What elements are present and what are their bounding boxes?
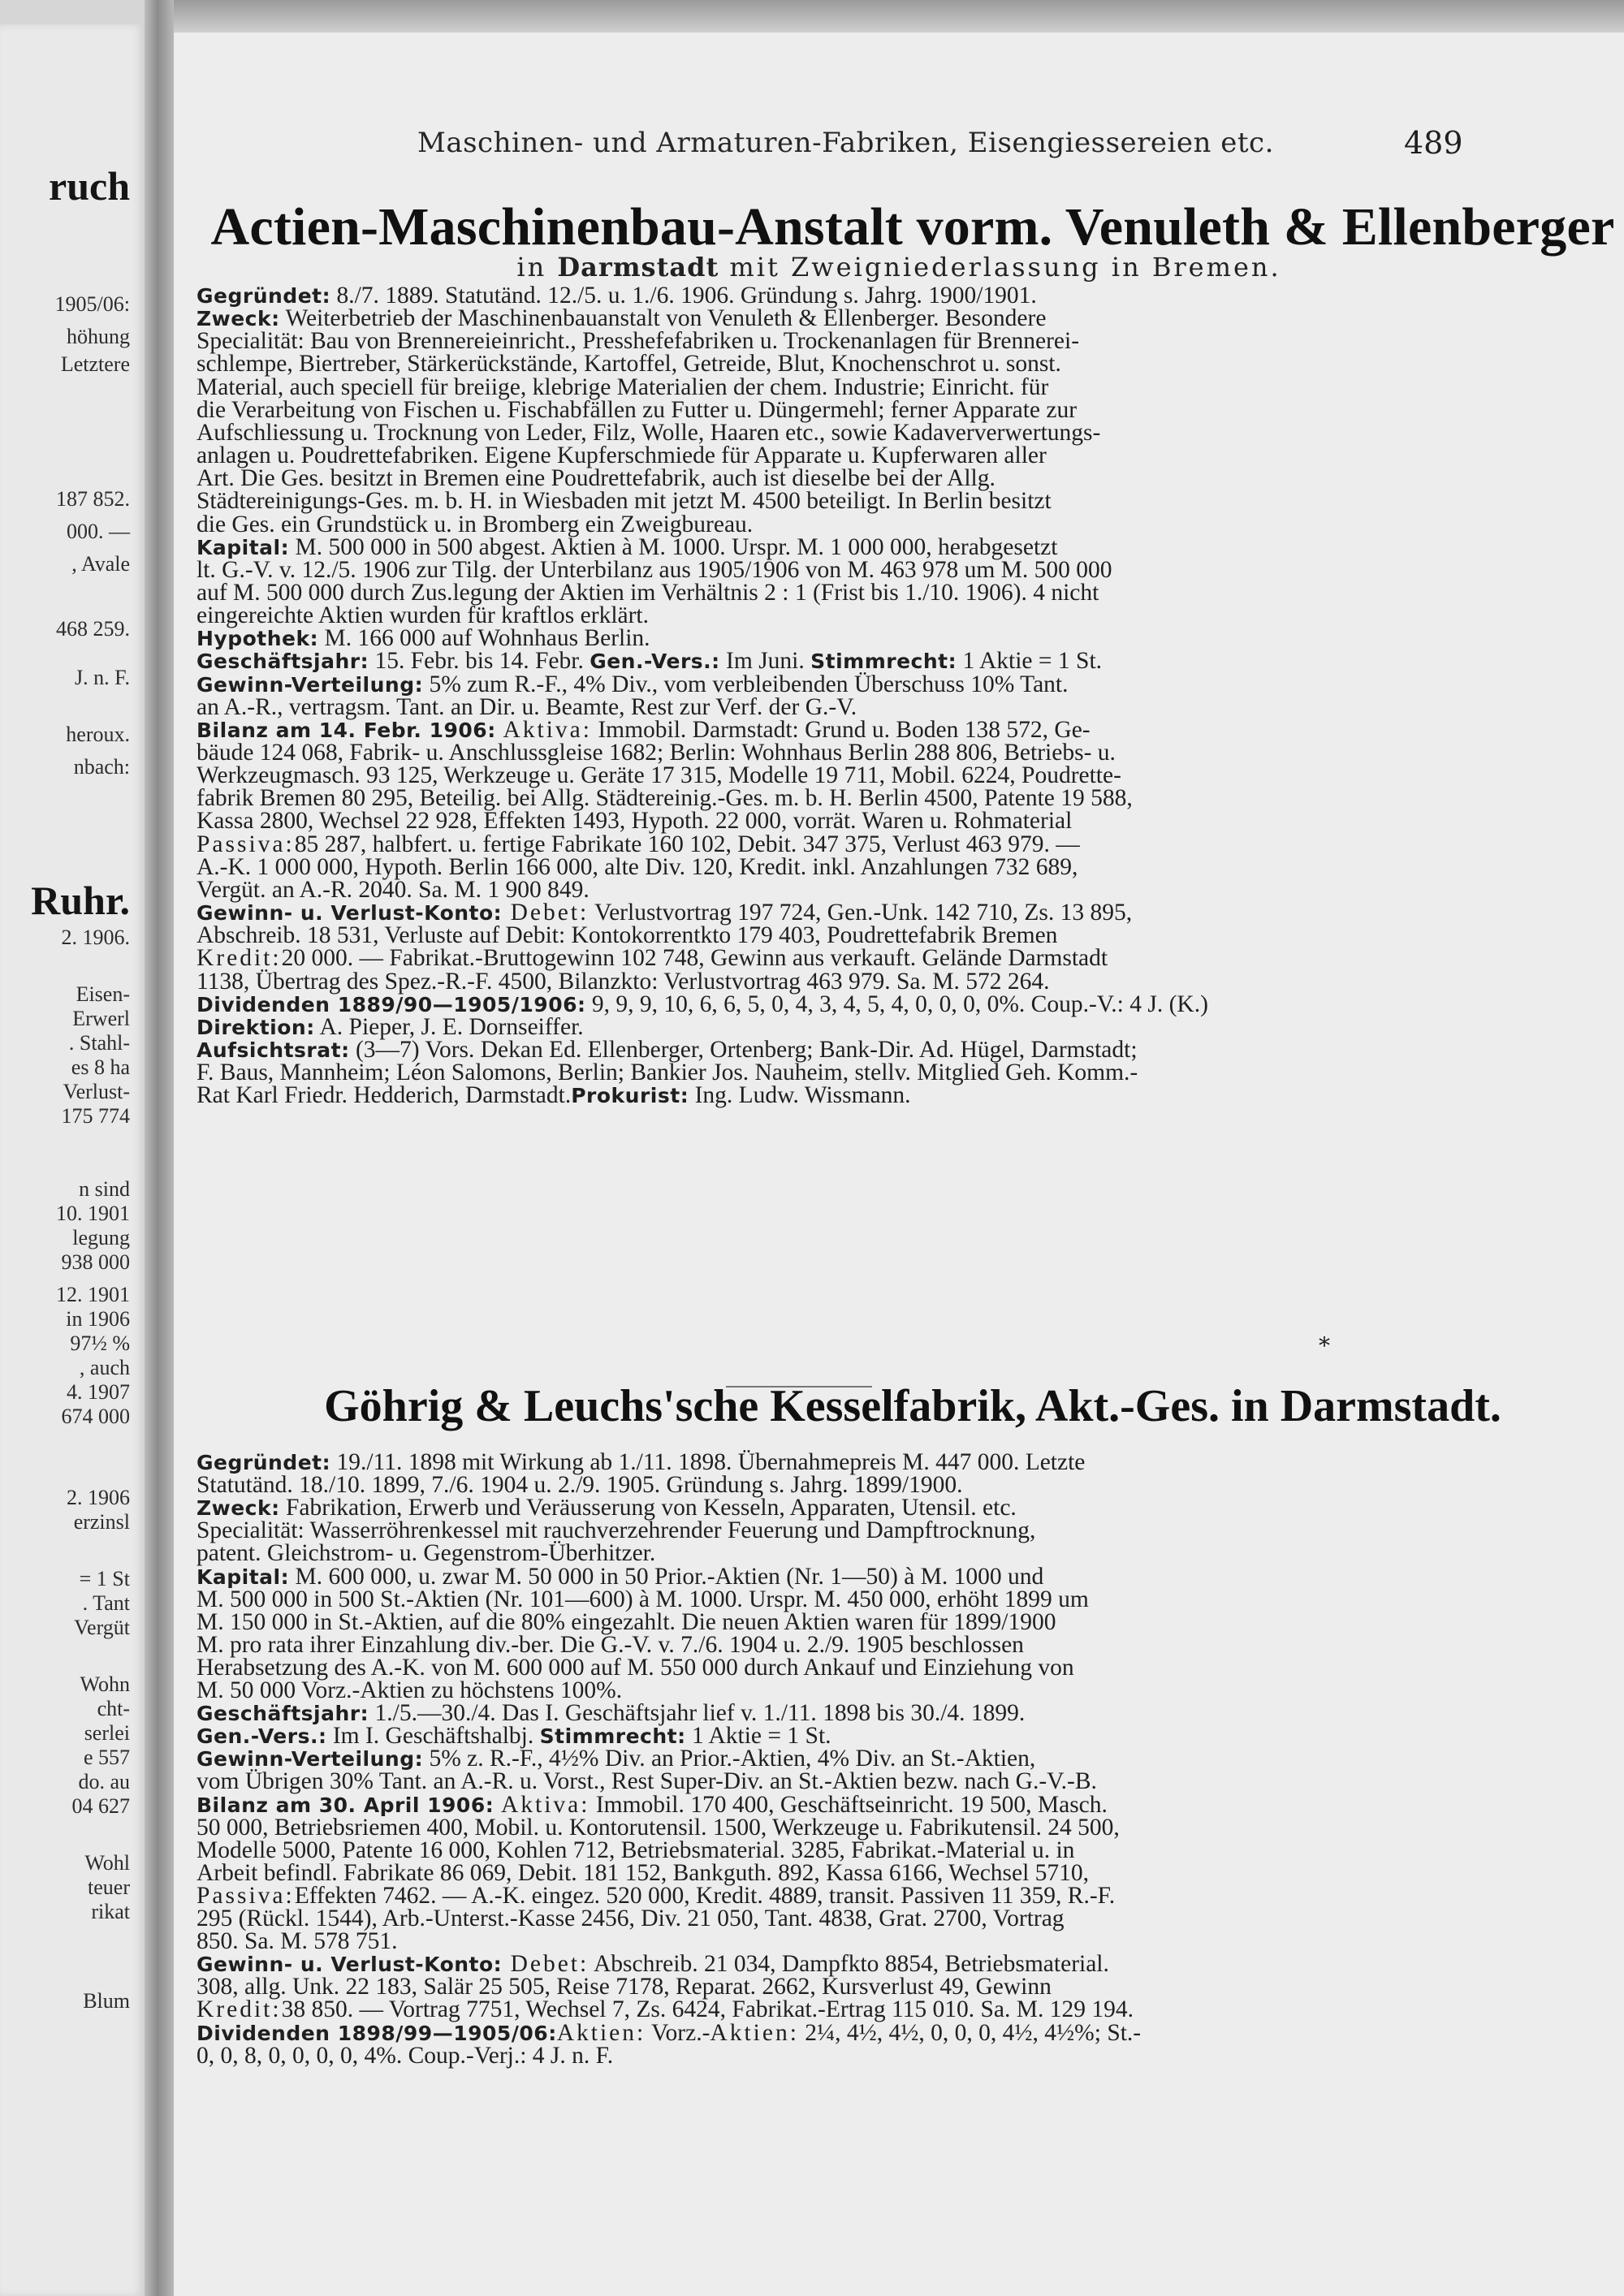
field-text: Im I. Geschäftshalbj. (326, 1723, 540, 1750)
previous-page-fragment: Erwerl (72, 1007, 130, 1030)
field-text: Debet: (502, 900, 590, 926)
field-text: 1 Aktie = 1 St. (957, 648, 1103, 675)
field-text: Specialität: Wasserröhrenkessel mit rauchverzehrender Feuerung und Dampftrocknung, (197, 1517, 1036, 1544)
field-text: 1 Aktie = 1 St. (685, 1723, 831, 1750)
field-label: Gegründet: (197, 284, 331, 308)
field-text: fabrik Bremen 80 295, Beteilig. bei Allg. Städtereinig.-Ges. m. b. H. Berlin 4500, Patente 19 588, (197, 785, 1133, 812)
field-label: Gegründet: (197, 1451, 331, 1474)
field-text: M. 166 000 auf Wohnhaus Berlin. (318, 625, 650, 652)
field-text: Verlustvortrag 197 724, Gen.-Unk. 142 710, Zs. 13 895, (589, 900, 1133, 926)
field-text: M. 500 000 in 500 St.-Aktien (Nr. 101—600) à M. 1000. Urspr. M. 450 000, erhöht 1899 um (197, 1586, 1089, 1612)
field-text: die Ges. ein Grundstück u. in Bromberg ein Zweigbureau. (197, 511, 754, 537)
field-label: Gen.-Vers.: (197, 1724, 327, 1749)
field-text: F. Baus, Mannheim; Léon Salomons, Berlin; Bankier Jos. Nauheim, stellv. Mitglied Geh. Komm.- (197, 1060, 1138, 1086)
field-text: Abschreib. 21 034, Dampfkto 8854, Betriebsmaterial. (589, 1951, 1109, 1978)
field-text: 19./11. 1898 mit Wirkung ab 1./11. 1898. Übernahmepreis M. 447 000. Letzte (330, 1449, 1086, 1475)
field-label: Geschäftsjahr: (197, 1702, 369, 1726)
running-head: Maschinen- und Armaturen-Fabriken, Eisengiessereien etc. (417, 127, 1274, 159)
field-text: Kredit: (197, 1996, 282, 2023)
field-text: 5% z. R.-F., 4½% Div. an Prior.-Aktien, 4% Div. an St.-Aktien, (423, 1746, 1036, 1772)
previous-page-fragment: Wohn (80, 1672, 130, 1696)
field-text: A.-K. 1 000 000, Hypoth. Berlin 166 000, alte Div. 120, Kredit. inkl. Anzahlungen 732 689, (197, 853, 1078, 880)
field-text: Rat Karl Friedr. Hedderich, Darmstadt. (197, 1082, 572, 1109)
previous-page-fragment: 938 000 (61, 1250, 130, 1274)
previous-page-fragment: 04 627 (71, 1794, 130, 1818)
previous-page-fragment: Eisen- (76, 982, 130, 1006)
previous-page-fragment: do. au (78, 1770, 130, 1793)
field-text: 15. Febr. bis 14. Febr. (369, 648, 590, 675)
field-label: Bilanz am 30. April 1906: (197, 1793, 495, 1817)
field-label: Gewinn- u. Verlust-Konto: (197, 1953, 503, 1977)
field-text: (3—7) Vors. Dekan Ed. Ellenberger, Ortenberg; Bank-Dir. Ad. Hügel, Darmstadt; (349, 1036, 1138, 1063)
previous-page-fragment: , Avale (71, 552, 130, 576)
field-label: Gen.-Vers.: (590, 650, 720, 674)
previous-page-fragment: Ruhr. (31, 878, 130, 923)
text-line (197, 2043, 1398, 2069)
previous-page-fragment: 2. 1906. (61, 926, 130, 949)
field-text: Statutänd. 18./10. 1899, 7./6. 1904 u. 2./9. 1905. Gründung s. Jahrg. 1899/1900. (197, 1472, 963, 1499)
field-text: M. 150 000 in St.-Aktien, auf die 80% eingezahlt. Die neuen Aktien waren für 1899/1900 (197, 1608, 1056, 1635)
field-text: M. 50 000 Vorz.-Aktien zu höchstens 100%. (197, 1677, 623, 1703)
field-text: bäude 124 068, Fabrik- u. Anschlussgleise 1682; Berlin: Wohnhaus Berlin 288 806, Betriebs- u. (197, 740, 1116, 766)
field-text: 2¼, 4½, 4½, 0, 0, 0, 4½, 4½%; St.- (798, 2019, 1142, 2046)
field-text: 0, 0, 8, 0, 0, 0, 0, 4%. Coup.-Verj.: 4 J. n. F. (197, 2042, 614, 2069)
field-text: Ing. Ludw. Wissmann. (689, 1082, 911, 1109)
previous-page-fragment: cht- (97, 1697, 130, 1720)
book-gutter (145, 0, 174, 2296)
previous-page-fragment: 97½ % (70, 1331, 130, 1355)
field-label: Kapital: (197, 535, 290, 559)
field-text: Aktiva: (495, 716, 592, 743)
previous-page-fragment: höhung (67, 325, 130, 348)
field-text: patent. Gleichstrom- u. Gegenstrom-Überhitzer. (197, 1540, 656, 1567)
field-text: M. 500 000 in 500 abgest. Aktien à M. 1000. Urspr. M. 1 000 000, herabgesetzt (289, 533, 1058, 560)
field-label: Stimmrecht: (810, 650, 957, 674)
previous-page-fragment: 674 000 (61, 1405, 130, 1428)
field-label: Gewinn-Verteilung: (197, 672, 424, 697)
field-text: Immobil. Darmstadt: Grund u. Boden 138 572, Ge- (591, 716, 1091, 743)
field-text: Städtereinigungs-Ges. m. b. H. in Wiesbaden mit jetzt M. 4500 beteiligt. In Berlin besitzt (197, 488, 1052, 515)
previous-page-edge (0, 24, 145, 2296)
field-label: Gewinn-Verteilung: (197, 1747, 424, 1772)
field-label: Zweck: (197, 1496, 280, 1521)
field-label: Prokurist: (571, 1084, 689, 1108)
previous-page-fragment: , auch (79, 1356, 130, 1379)
previous-page-fragment: nbach: (73, 755, 130, 779)
field-text: A.-K. eingez. 520 000, Kredit. 4889, transit. Passiven 11 359, R.-F. (466, 1882, 1116, 1909)
field-text: Passiva: (197, 831, 295, 857)
company-title: Actien-Maschinenbau-Anstalt vorm. Venuleth & Ellenberger (210, 197, 1615, 257)
field-text: 295 (Rückl. 1544), Arb.-Unterst.-Kasse 2456, Div. 21 050, Tant. 4838, Grat. 2700, Vortrag (197, 1905, 1065, 1931)
field-text: 850. Sa. M. 578 751. (197, 1928, 398, 1955)
field-text: M. pro rata ihrer Einzahlung div.-ber. Die G.-V. v. 7./6. 1904 u. 2./9. 1905 beschlossen (197, 1631, 1024, 1658)
previous-page-fragment: in 1906 (66, 1307, 130, 1331)
field-label: Stimmrecht: (539, 1724, 686, 1749)
field-text: Specialität: Bau von Brennereieinricht., Presshefefabriken u. Trockenanlagen für Brennerei- (197, 328, 1080, 355)
field-text: Im Juni. (719, 648, 811, 675)
previous-page-fragment: heroux. (66, 723, 130, 746)
field-text: Abschreib. 18 531, Verluste auf Debit: Kontokorrentkto 179 403, Poudrettefabrik Bremen (197, 922, 1058, 949)
field-text: Art. Die Ges. besitzt in Bremen eine Poudrettefabrik, auch ist dieselbe bei der Allg. (197, 465, 996, 492)
field-text: 8./7. 1889. Statutänd. 12./5. u. 1./6. 1906. Gründung s. Jahrg. 1900/1901. (330, 283, 1037, 309)
previous-page-fragment: 10. 1901 (56, 1202, 130, 1225)
field-text: Aktiva: (494, 1791, 590, 1818)
field-text: Kredit: (197, 945, 282, 972)
field-text: 85 287, halbfert. u. fertige Fabrikate 160 102, Debit. 347 375, Verlust 463 979. — (294, 831, 1080, 857)
field-text: Modelle 5000, Patente 16 000, Kohlen 712, Betriebsmaterial. 3285, Fabrikat.-Material u. in (197, 1836, 1075, 1863)
field-text: vom Übrigen 30% Tant. an A.-R. u. Vorst., Rest Super-Div. an St.-Aktien bezw. nach G.-V.-B. (197, 1768, 1097, 1795)
field-text: die Verarbeitung von Fischen u. Fischabfällen zu Futter u. Düngermehl; ferner Apparate zur (197, 396, 1078, 423)
field-label: Gewinn- u. Verlust-Konto: (197, 901, 503, 926)
field-text: Vorz.- (646, 2019, 710, 2046)
field-text: 1./5.—30./4. Das I. Geschäftsjahr lief v. 1./11. 1898 bis 30./4. 1899. (369, 1700, 1026, 1727)
previous-page-fragment: Verlust- (63, 1080, 130, 1103)
previous-page-fragment: erzinsl (73, 1510, 130, 1534)
subtitle-rest: mit Zweigniederlassung in Bremen. (729, 252, 1281, 283)
field-label: Zweck: (197, 307, 280, 331)
field-text: Herabsetzung des A.-K. von M. 600 000 auf M. 550 000 durch Ankauf und Einziehung von (197, 1654, 1074, 1681)
field-text: Aktien: (710, 2019, 799, 2046)
field-label: Hypothek: (197, 627, 319, 651)
previous-page-fragment: 468 259. (56, 617, 130, 641)
previous-page-fragment: legung (72, 1226, 130, 1249)
previous-page-fragment: e 557 (83, 1746, 130, 1769)
field-text: Aktien: (556, 2019, 646, 2046)
field-label: Bilanz am 14. Febr. 1906: (197, 718, 496, 742)
field-text: Weiterbetrieb der Maschinenbauanstalt von Venuleth & Ellenberger. Besondere (279, 305, 1047, 332)
field-text: 20 000. — (281, 945, 383, 972)
field-text: 38 850. — (281, 1996, 383, 2023)
field-text: M. 600 000, u. zwar M. 50 000 in 50 Prior.-Aktien (Nr. 1—50) à M. 1000 und (289, 1563, 1044, 1590)
field-label: Dividenden 1889/90—1905/1906: (197, 992, 586, 1016)
field-text: Fabrikation, Erwerb und Veräusserung von Kesseln, Apparaten, Utensil. etc. (279, 1495, 1017, 1521)
field-text: 308, allg. Unk. 22 183, Salär 25 505, Reise 7178, Reparat. 2662, Kursverlust 49, Gewinn (197, 1974, 1052, 2000)
previous-page-fragment: Letztere (60, 352, 130, 376)
field-text: Debet: (502, 1951, 590, 1978)
page-number: 489 (1404, 125, 1463, 161)
field-text: auf M. 500 000 durch Zus.legung der Aktien im Verhältnis 2 : 1 (Frist bis 1./10. 1906). 4 nicht (197, 579, 1099, 606)
previous-page-fragment: 12. 1901 (56, 1283, 130, 1306)
field-text: Arbeit befindl. Fabrikate 86 069, Debit. 181 152, Bankguth. 892, Kassa 6166, Wechsel 5710, (197, 1859, 1090, 1886)
field-label: Geschäftsjahr: (197, 650, 369, 674)
field-text: 9, 9, 9, 10, 6, 6, 5, 0, 4, 3, 4, 5, 4, 0, 0, 0, 0%. Coup.-V.: 4 J. (K.) (585, 990, 1208, 1017)
field-text: A. Pieper, J. E. Dornseiffer. (314, 1013, 584, 1040)
field-text: Effekten 7462. — (294, 1882, 467, 1909)
field-text: Material, auch speciell für breiige, klebrige Materialien der chem. Industrie; Einricht. für (197, 373, 1049, 400)
field-text: anlagen u. Poudrettefabriken. Eigene Kupferschmiede für Apparate u. Kupferwaren aller (197, 442, 1047, 469)
field-label: Aufsichtsrat: (197, 1038, 350, 1062)
previous-page-fragment: 2. 1906 (67, 1486, 130, 1509)
previous-page-fragment: 187 852. (56, 487, 130, 511)
previous-page-fragment: = 1 St (79, 1567, 130, 1590)
previous-page-fragment: es 8 ha (71, 1055, 130, 1079)
scan-shadow (174, 0, 1624, 32)
previous-page-fragment: n sind (79, 1177, 130, 1201)
field-text: Aufschliessung u. Trocknung von Leder, Filz, Wolle, Haaren etc., sowie Kadaververwertungs- (197, 419, 1101, 446)
field-text: Fabrikat.-Bruttogewinn 102 748, Gewinn aus verkauft. Gelände Darmstadt (382, 945, 1108, 972)
field-text: schlempe, Biertreber, Stärkerückstände, Kartoffel, Getreide, Blut, Knochenschrot u. sonst. (197, 351, 1061, 378)
previous-page-fragment: 175 774 (61, 1104, 130, 1128)
field-text: Kassa 2800, Wechsel 22 928, Effekten 1493, Hypoth. 22 000, vorrät. Waren u. Rohmaterial (197, 808, 1073, 835)
field-text: an A.-R., vertragsm. Tant. an Dir. u. Beamte, Rest zur Verf. der G.-V. (197, 693, 857, 720)
field-text: Passiva: (197, 1882, 295, 1909)
subtitle-city: Darmstadt (557, 252, 719, 283)
page-489 (174, 32, 1624, 2296)
previous-page-fragment: 1905/06: (54, 292, 130, 316)
previous-page-fragment: ruch (49, 163, 130, 209)
field-text: Vergüt. an A.-R. 2040. Sa. M. 1 900 849. (197, 876, 590, 903)
field-label: Kapital: (197, 1564, 290, 1589)
field-text: Werkzeugmasch. 93 125, Werkzeuge u. Geräte 17 315, Modelle 19 711, Mobil. 6224, Poudrette- (197, 762, 1121, 789)
field-label: Dividenden 1898/99—1905/06: (197, 2021, 557, 2045)
previous-page-fragment: serlei (84, 1721, 130, 1745)
end-mark: * (1319, 1332, 1330, 1359)
previous-page-fragment: Blum (83, 1989, 130, 2013)
previous-page-fragment: J. n. F. (75, 666, 130, 689)
previous-page-fragment: rikat (91, 1900, 130, 1923)
subtitle-prefix: in (516, 252, 547, 283)
field-text: Vortrag 7751, Wechsel 7, Zs. 6424, Fabrikat.-Ertrag 115 010. Sa. M. 129 194. (382, 1996, 1134, 2023)
company-title: Göhrig & Leuchs'sche Kesselfabrik, Akt.-Ges. in Darmstadt. (324, 1381, 1501, 1431)
text-line (197, 1082, 1398, 1109)
previous-page-fragment: . Tant (82, 1591, 130, 1615)
field-text: eingereichte Aktien wurden für kraftlos erklärt. (197, 602, 649, 629)
previous-page-fragment: Vergüt (74, 1616, 130, 1639)
company-subtitle (174, 252, 1624, 283)
field-text: Immobil. 170 400, Geschäftseinricht. 19 500, Masch. (590, 1791, 1108, 1818)
previous-page-fragment: . Stahl- (68, 1031, 130, 1055)
previous-page-fragment: 000. — (67, 520, 130, 543)
previous-page-fragment: Wohl (84, 1851, 130, 1875)
field-text: lt. G.-V. v. 12./5. 1906 zur Tilg. der Unterbilanz aus 1905/1906 von M. 463 978 um M. 500 000 (197, 556, 1112, 583)
field-text: 1138, Übertrag des Spez.-R.-F. 4500, Bilanzkto: Verlustvortrag 463 979. Sa. M. 572 264. (197, 968, 1050, 995)
previous-page-fragment: 4. 1907 (67, 1380, 130, 1404)
field-text: 50 000, Betriebsriemen 400, Mobil. u. Kontorutensil. 1500, Werkzeuge u. Fabrikutensil. 24 500, (197, 1814, 1120, 1841)
field-label: Direktion: (197, 1015, 315, 1039)
field-text: 5% zum R.-F., 4% Div., vom verbleibenden Überschuss 10% Tant. (423, 671, 1069, 697)
previous-page-fragment: teuer (88, 1875, 130, 1899)
